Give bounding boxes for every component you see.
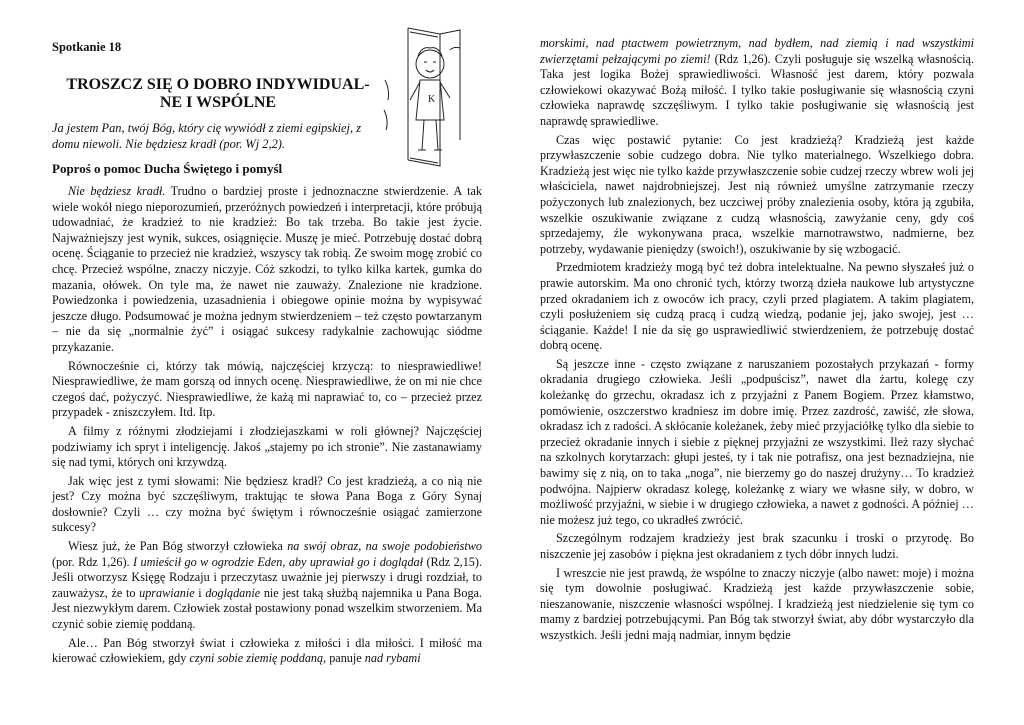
page-title: TROSZCZ SIĘ O DOBRO INDYWIDUAL- NE I WSPÓLNE: [66, 76, 370, 111]
paragraph: Wiesz już, że Pan Bóg stworzył człowieka na swój obraz, na swoje podobieństwo (por. Rdz 1,26). I umieścił go w ogrodzie Eden, aby uprawiał go i doglądał (Rdz 2,15). Jeśli otworzysz Księgę Rodzaju i przeczytasz uważnie jej pierwszy i drugi rozdział, to zauważysz, że to uprawianie i doglądanie nie jest taką służbą najemnika u Pana Boga. Jest niezwykłym darem. Człowiek został postawiony ponad wszelkim stworzeniem. Ma czynić sobie ziemię poddaną.: [52, 539, 483, 632]
svg-text:K: K: [428, 94, 436, 105]
paragraph: Jak więc jest z tymi słowami: Nie będziesz kradł? Co jest kradzieżą, a co nią nie jest? Czy można być szczęśliwym, traktując te słowa Pana Boga z Góry Synaj dosłownie? Czyli … czy można być świętym i równocześnie osiągać zamierzone sukcesy?: [52, 473, 482, 535]
paragraph: Czas więc postawić pytanie: Co jest kradzieżą? Kradzieżą jest każde przywłaszczenie sobie cudzego dobra. Nie tylko materialnego. Wszelkiego dobra. Kradzieżą jest więc nie tylko każde przywłaszczenie sobie cudzej rzeczy wbrew woli jej właściciela, nawet najdrobniejszej. Jest nią również umyślne zatrzymanie rzeczy pożyczonych lub znalezionych, bez uczciwej próby znalezienia osoby, która ją zgubiła, wszelkie oszukiwanie związane z cudzą własnością, zawyżanie ceny, gdy coś sprzedajemy, źle wykonywana praca, wszelkie marnotrawstwo, nadmierne, bez potrzeby, wydawanie pieniędzy (swoich!), oszukiwanie by się wzbogacić.: [540, 132, 974, 256]
motto-quote: Ja jestem Pan, twój Bóg, który cię wywiódł z ziemi egipskiej, z domu niewoli. Nie będziesz kradł (por. Wj 2,2).: [52, 121, 362, 151]
paragraph: Szczególnym rodzajem kradzieży jest brak szacunku i troski o przyrodę. Bo niszczenie jej zasobów i piękna jest okradaniem z tych dóbr innych ludzi.: [540, 531, 974, 561]
child-in-doorway-illustration: [380, 20, 486, 168]
paragraph: I wreszcie nie jest prawdą, że wspólne to znaczy niczyje (albo nawet: moje) i można się tym dowolnie posługiwać. Kradzieżą jest każde przywłaszczenie sobie, nieszanowanie, niszczenie własności wspólnej. I kradzieżą jest niedzielenie się tym co mamy z bardziej potrzebującymi. Pan Bóg tak stworzył świat, aby dóbr wystarczyło dla wszystkich. Jeśli jedni mają nadmiar, innym będzie: [540, 565, 974, 642]
paragraph: A filmy z różnymi złodziejami i złodziejaszkami w roli głównej? Najczęściej podziwiamy ich spryt i inteligencję. Jakoś „stajemy po ich stronie”. Nie zastanawiamy się nad tymi, których oni krzywdzą.: [52, 423, 482, 470]
paragraph: morskimi, nad ptactwem powietrznym, nad bydłem, nad ziemią i nad wszystkimi zwierzętami pełzającymi po ziemi! (Rdz 1,26). Czyli posługuje się wszelką własnością. Taka jest logika Bożej sprawiedliwości. Własność jest darem, który pozwala człowiekowi okazywać Bożą miłość. I tylko takie posługiwanie się własnością czyni człowieka naprawdę szczęśliwym. I tylko takie posługiwanie się własnością jest naprawdę sprawiedliwe.: [540, 36, 975, 128]
right-column: [540, 36, 974, 647]
meeting-label: Spotkanie 18: [52, 40, 122, 54]
paragraph: Przedmiotem kradzieży mogą być też dobra intelektualne. Na pewno słyszałeś już o prawie autorskim. Ma ono chronić tych, którzy tworzą dzieła naukowe lub artystyczne przed okradaniem ich z owoców ich pracy, czyli przed plagiatem. A takim plagiatem, czyli posłużeniem się cudzą pracą i cudzą wiedzą, podanie jej, jako swojej, jest … ściąganie. Każde! I nie da się go usprawiedliwić stwierdzeniem, że potrzebuję dostać dobrą ocenę.: [540, 260, 974, 353]
left-column: [52, 184, 482, 670]
prayer-heading: Poproś o pomoc Ducha Świętego i pomyśl: [52, 161, 283, 176]
paragraph: Są jeszcze inne - często związane z naruszaniem pozostałych przykazań - formy okradania drugiego człowieka. Jeśli „podpuścisz”, nawet dla żartu, kolegę czy koleżankę do grzechu, okradasz ich z przyjaźni z Panem Bogiem. Przez kłamstwo, pomówienie, oszczerstwo kradniesz im dobre imię. Przez zazdrość, zawiść, złe słowa, okradasz ich z radości. A skłócanie koleżanek, żeby mieć przyjaciółkę tylko dla siebie to przecież okradanie innych i siebie z pięknej przyjaźni ze wszystkimi. Ileż razy słychać na szkolnych korytarzach: głupi jesteś, ty i tak nie potrafisz, ona jest beznadziejna, nie bawimy się z nią, on to taka „noga”, nie bierzemy go do naszej drużyny… To kradzież podwójna. Najpierw okradasz kolegę, koleżankę z wiary we własne siły, w dobro, w możliwość przyjaźni, w siebie i w drugiego człowieka, a nawet z godności. A później … nie możesz już tego, co ukradłeś zwrócić.: [540, 356, 974, 527]
paragraph: Ale… Pan Bóg stworzył świat i człowieka z miłości i dla miłości. I miłość ma kierować człowiekiem, gdy czyni sobie ziemię poddaną, panuje nad rybami: [52, 635, 482, 666]
paragraph: Nie będziesz kradł. Trudno o bardziej proste i jednoznaczne stwierdzenie. A tak wiele wokół niego nieporozumień, przeróżnych powiedzeń i interpretacji, które próbują udowadniać, że kradzież to nie kradzież: Bo tak trzeba. Bo takie jest życie. Najważniejszy jest wynik, sukces, osiągnięcie. Muszę je mieć. Potrzebuję dostać dobrą ocenę. Ściąganie to przecież nie kradzież, wszyscy tak robią. Ze swoim mogę zrobić co chcę. Przecież wspólne, znaczy niczyje. Cóż szkodzi, to tylko kilka kartek, gumka do mazania, ołówek. On tyle ma, że nawet nie zauważy. Znalezione nie kradzione. Powiedzonka i powiedzenia, uzasadnienia i obiegowe opinie można by wypisywać jeszcze długo. Podsumować je można jednym stwierdzeniem – też często powtarzanym – nie da się „normalnie żyć” i osiągać sukcesy radykalnie zachowując siódme przykazanie.: [52, 184, 482, 354]
paragraph: Równocześnie ci, którzy tak mówią, najczęściej krzyczą: to niesprawiedliwe! Niesprawiedliwe, że mam gorszą od innych ocenę. Niesprawiedliwe, że on mi nie chce czegoś dać, pożyczyć. Niesprawiedliwe, że każą mi naprawiać to, co – przecież przez przypadek - zniszczyłem. Itd. Itp.: [52, 358, 482, 420]
